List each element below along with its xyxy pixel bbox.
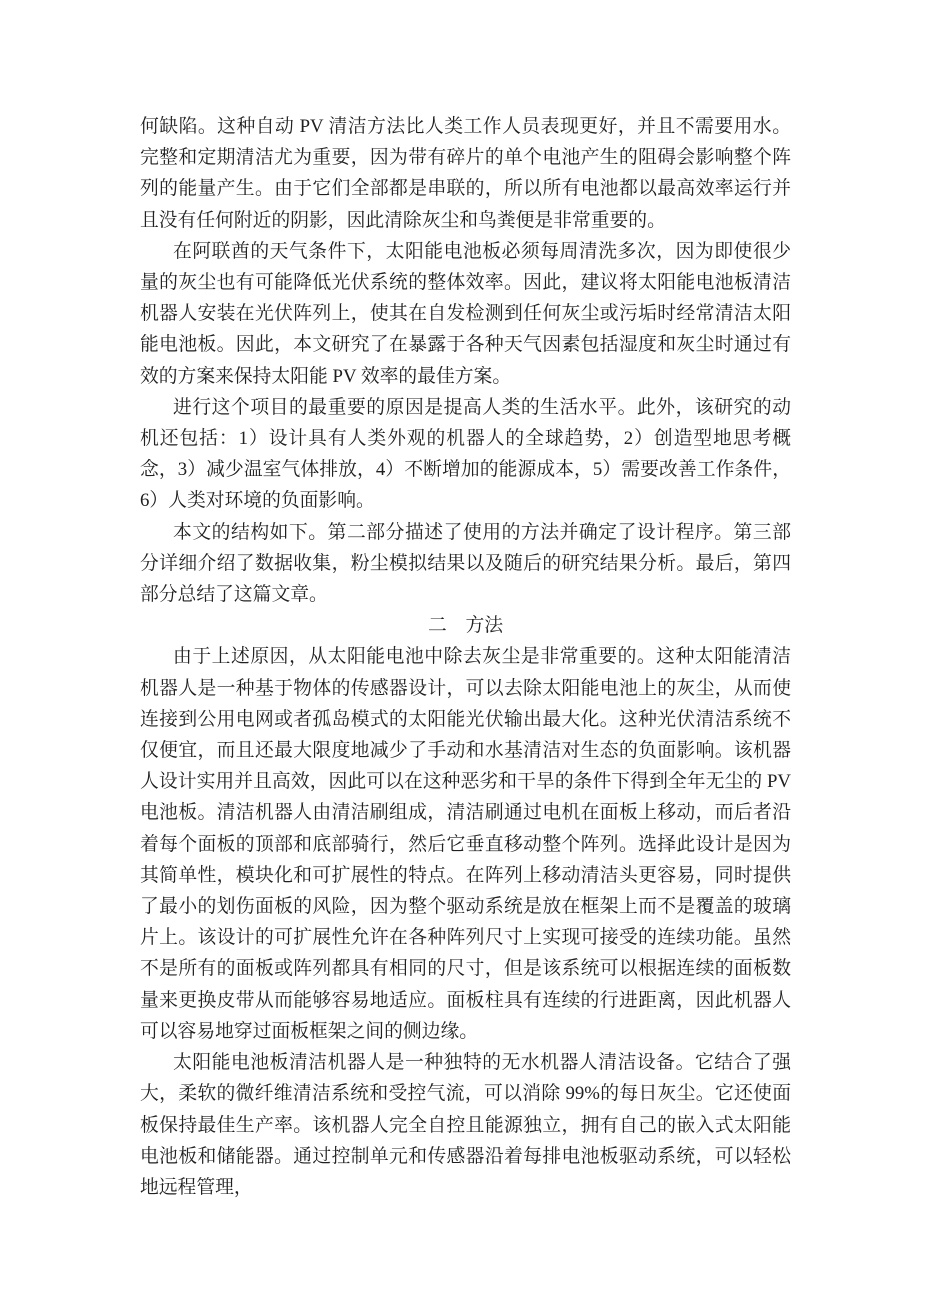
- paragraph-intro-2: 在阿联酋的天气条件下，太阳能电池板必须每周清洗多次，因为即使很少量的灰尘也有可能降低光伏系统的整体效率。因此，建议将太阳能电池板清洁机器人安装在光伏阵列上，使其在自发检测到任何灰尘或污垢时经常清洁太阳能电池板。因此，本文研究了在暴露于各种天气因素包括湿度和灰尘时通过有效的方案来保持太阳能 PV 效率的最佳方案。: [140, 240, 791, 387]
- paragraph-intro-1: 何缺陷。这种自动 PV 清洁方法比人类工作人员表现更好，并且不需要用水。完整和定期清洁尤为重要，因为带有碎片的单个电池产生的阻碍会影响整个阵列的能量产生。由于它们全部都是串联的，所以所有电池都以最高效率运行并且没有任何附近的阴影，因此清除灰尘和鸟粪便是非常重要的。: [140, 116, 791, 231]
- paragraph-intro-4: 本文的结构如下。第二部分描述了使用的方法并确定了设计程序。第三部分详细介绍了数据收集，粉尘模拟结果以及随后的研究结果分析。最后，第四部分总结了这篇文章。: [140, 521, 791, 606]
- paragraph-method-1: 由于上述原因，从太阳能电池中除去灰尘是非常重要的。这种太阳能清洁机器人是一种基于物体的传感器设计，可以去除太阳能电池上的灰尘，从而使连接到公用电网或者孤岛模式的太阳能光伏输出最大化。这种光伏清洁系统不仅便宜，而且还最大限度地减少了手动和水基清洁对生态的负面影响。该机器人设计实用并且高效，因此可以在这种恶劣和干旱的条件下得到全年无尘的 PV 电池板。清洁机器人由清洁刷组成，清洁刷通过电机在面板上移动，而后者沿着每个面板的顶部和底部骑行，然后它垂直移动整个阵列。选择此设计是因为其简单性，模块化和可扩展性的特点。在阵列上移动清洁头更容易，同时提供了最小的划伤面板的风险，因为整个驱动系统是放在框架上而不是覆盖的玻璃片上。该设计的可扩展性允许在各种阵列尺寸上实现可接受的连续功能。虽然不是所有的面板或阵列都具有相同的尺寸，但是该系统可以根据连续的面板数量来更换皮带从而能够容易地适应。面板柱具有连续的行进距离，因此机器人可以容易地穿过面板框架之间的侧边缘。: [140, 646, 791, 1042]
- paragraph-intro-3: 进行这个项目的最重要的原因是提高人类的生活水平。此外，该研究的动机还包括：1）设计具有人类外观的机器人的全球趋势，2）创造型地思考概念，3）减少温室气体排放，4）不断增加的能源成本，5）需要改善工作条件，6）人类对环境的负面影响。: [140, 396, 791, 512]
- paragraph-method-2: 太阳能电池板清洁机器人是一种独特的无水机器人清洁设备。它结合了强大，柔软的微纤维清洁系统和受控气流，可以消除 99%的每日灰尘。它还使面板保持最佳生产率。该机器人完全自控且能源独立，拥有自己的嵌入式太阳能电池板和储能器。通过控制单元和传感器沿着每排电池板驱动系统，可以轻松地远程管理，: [140, 1052, 791, 1198]
- page-text-block: [140, 111, 791, 1203]
- section-heading: 二 方法: [427, 615, 504, 637]
